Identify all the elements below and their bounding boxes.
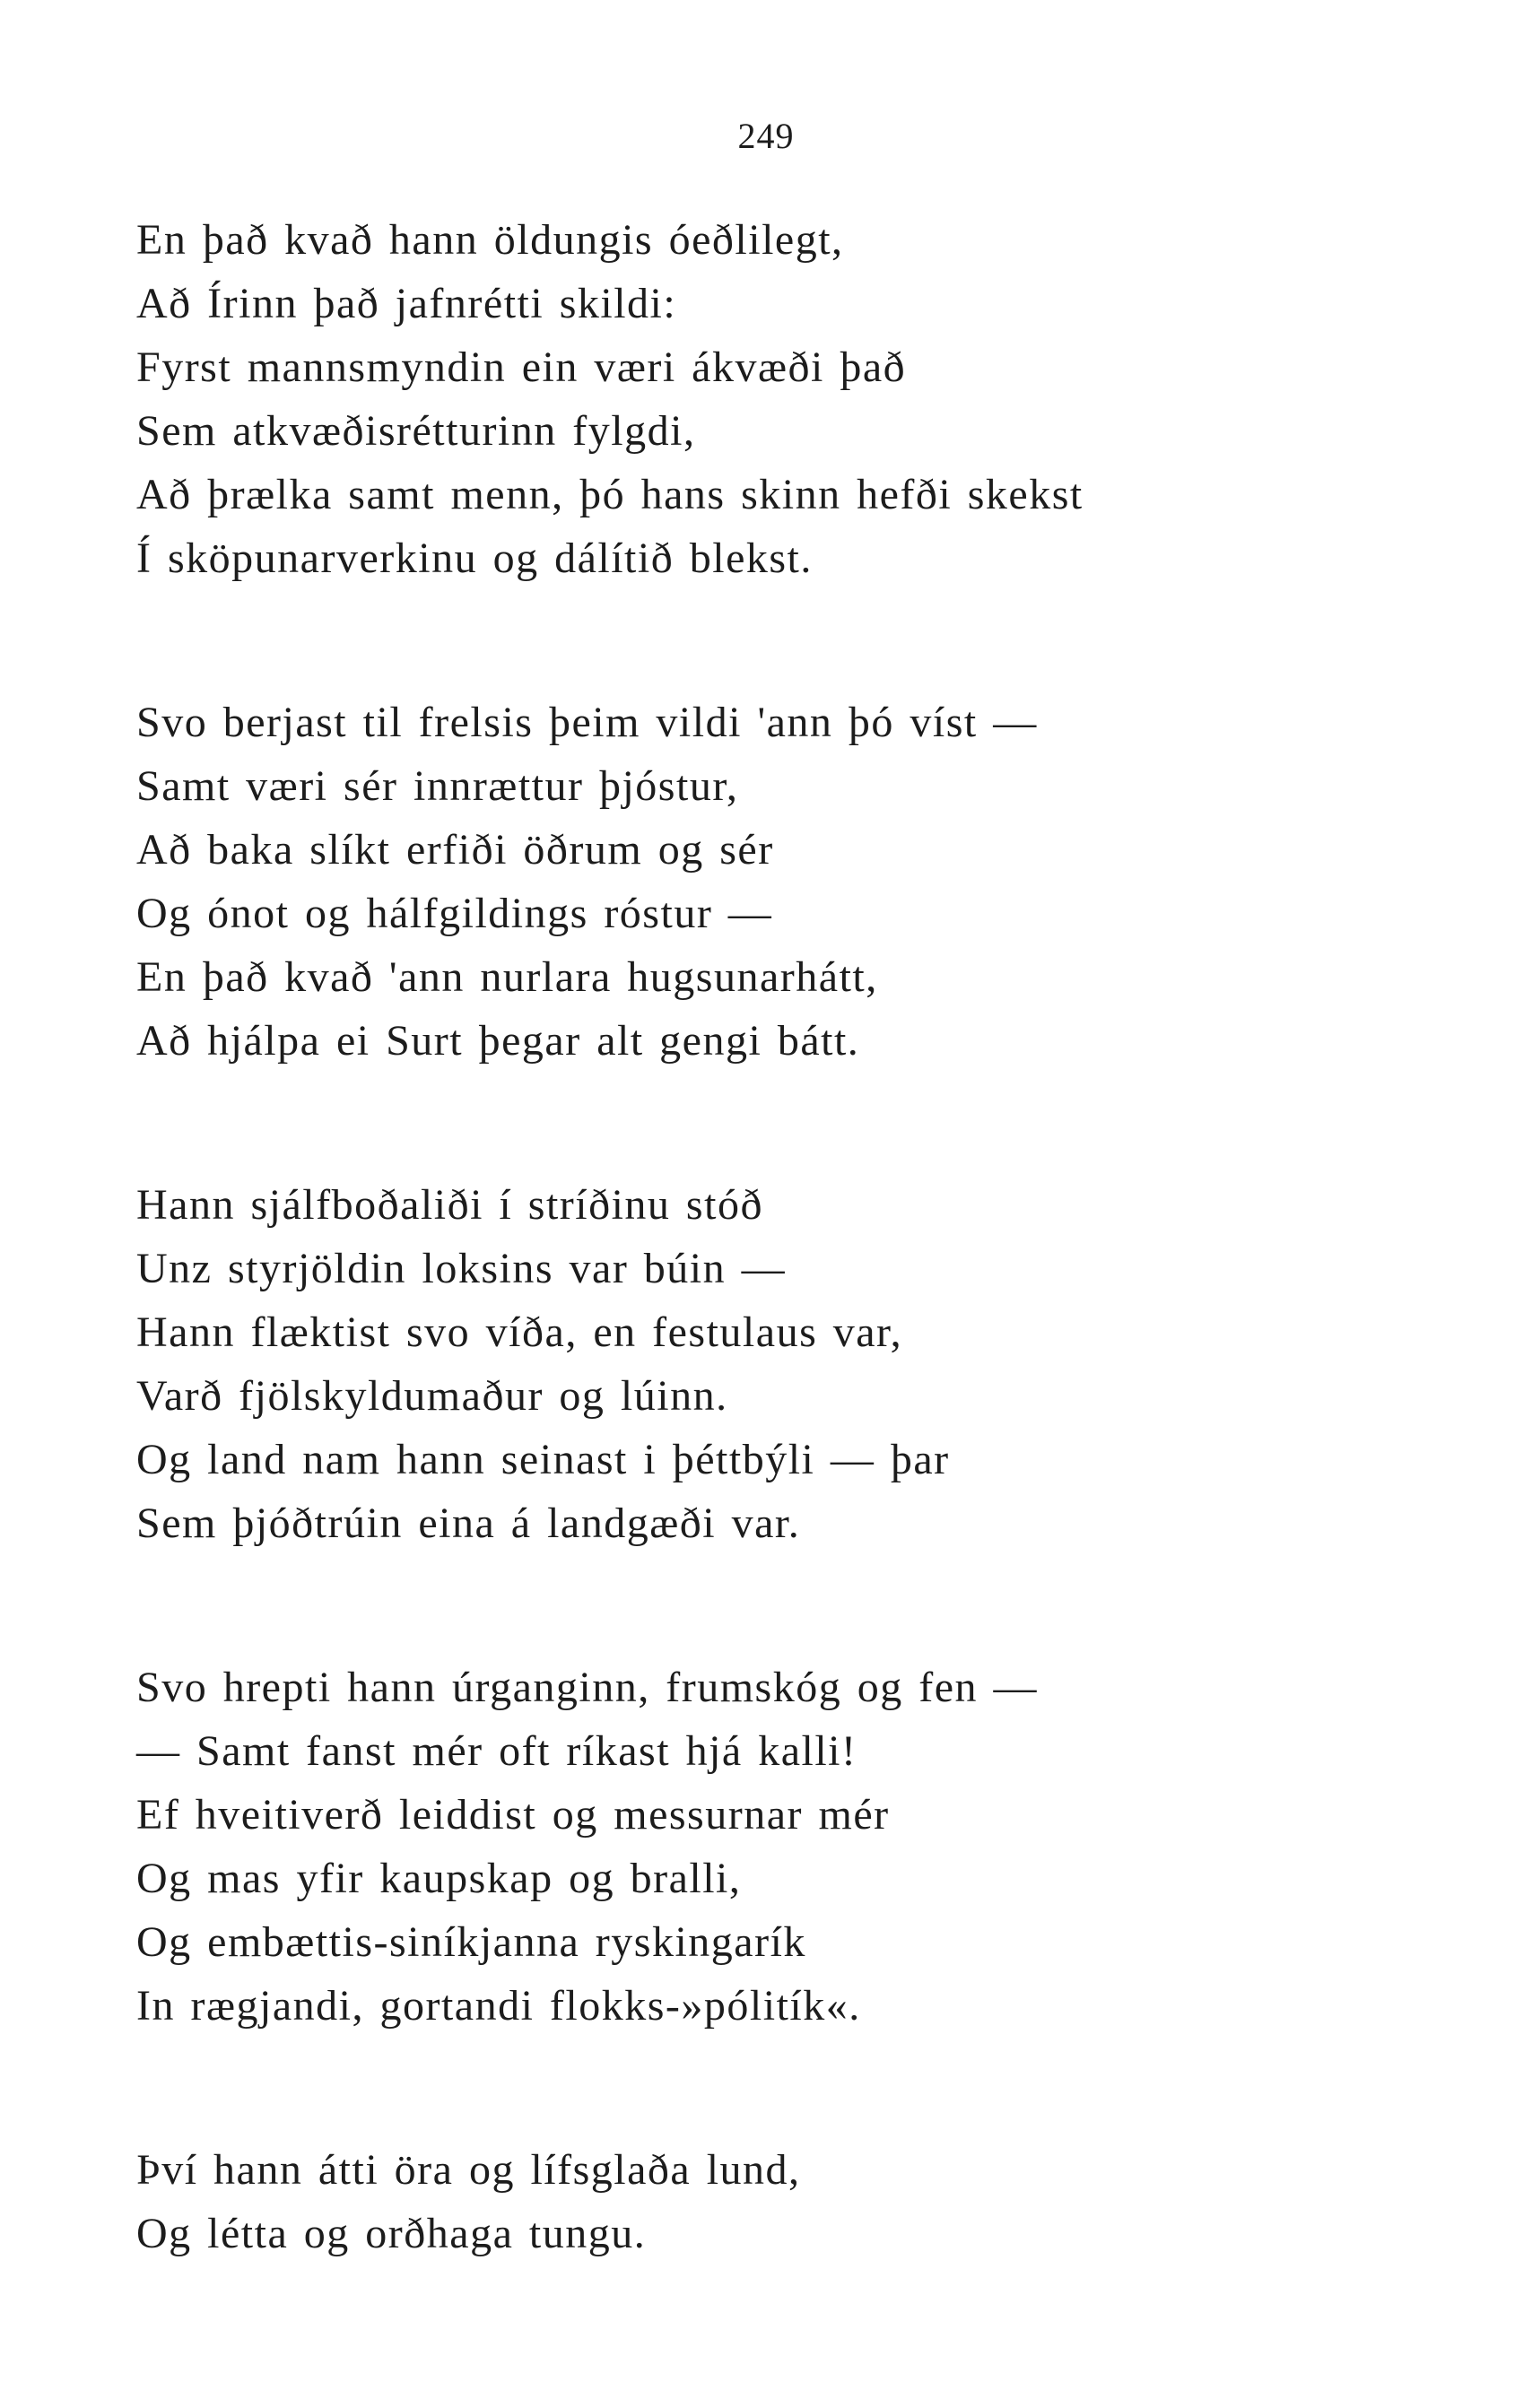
stanza-2 [136, 691, 1392, 1073]
page-number: 249 [737, 116, 795, 156]
poem-line: Því hann átti öra og lífsglaða lund, [136, 2146, 801, 2194]
poem-line: — Samt fanst mér oft ríkast hjá kalli! [136, 1727, 857, 1775]
poem-line: Og land nam hann seinast i þéttbýli — þar [136, 1436, 950, 1483]
poem-line: Hann sjálfboðaliði í stríðinu stóð [136, 1181, 763, 1229]
poem-line: Sem atkvæðisrétturinn fylgdi, [136, 407, 696, 455]
poem-line: Og létta og orðhaga tungu. [136, 2210, 647, 2257]
poem-line: Að hjálpa ei Surt þegar alt gengi bátt. [136, 1017, 860, 1065]
stanza-1 [136, 208, 1392, 590]
poem-line: Unz styrjöldin loksins var búin — [136, 1245, 787, 1292]
poem-line: Hann flæktist svo víða, en festulaus var, [136, 1308, 903, 1356]
poem-line: Sem þjóðtrúin eina á landgæði var. [136, 1500, 801, 1547]
poem-line: Að þrælka samt menn, þó hans skinn hefði skekst [136, 471, 1084, 518]
poem-line: Að Írinn það jafnrétti skildi: [136, 280, 677, 327]
poem-body [136, 208, 1392, 2265]
poem-line: In rægjandi, gortandi flokks-»pólitík«. [136, 1982, 861, 2030]
poem-line: Og embættis-siníkjanna ryskingarík [136, 1918, 806, 1966]
poem-line: Og mas yfir kaupskap og bralli, [136, 1855, 742, 1902]
poem-line: Að baka slíkt erfiði öðrum og sér [136, 826, 774, 874]
poem-line: Ef hveitiverð leiddist og messurnar mér [136, 1791, 890, 1839]
stanza-5 [136, 2138, 1392, 2265]
poem-line: Svo berjast til frelsis þeim vildi 'ann þó víst — [136, 699, 1038, 746]
poem-line: Og ónot og hálfgildings róstur — [136, 890, 773, 937]
poem-line: En það kvað 'ann nurlara hugsunarhátt, [136, 953, 878, 1001]
stanza-3 [136, 1173, 1392, 1555]
poem-line: Svo hrepti hann úrganginn, frumskóg og fen — [136, 1664, 1038, 1711]
poem-line: Varð fjölskyldumaður og lúinn. [136, 1372, 728, 1420]
poem-line: Fyrst mannsmyndin ein væri ákvæði það [136, 343, 907, 391]
poem-line: Samt væri sér innrættur þjóstur, [136, 762, 739, 810]
poem-line: Í sköpunarverkinu og dálítið blekst. [136, 535, 813, 582]
poem-line: En það kvað hann öldungis óeðlilegt, [136, 216, 844, 264]
stanza-4 [136, 1656, 1392, 2038]
